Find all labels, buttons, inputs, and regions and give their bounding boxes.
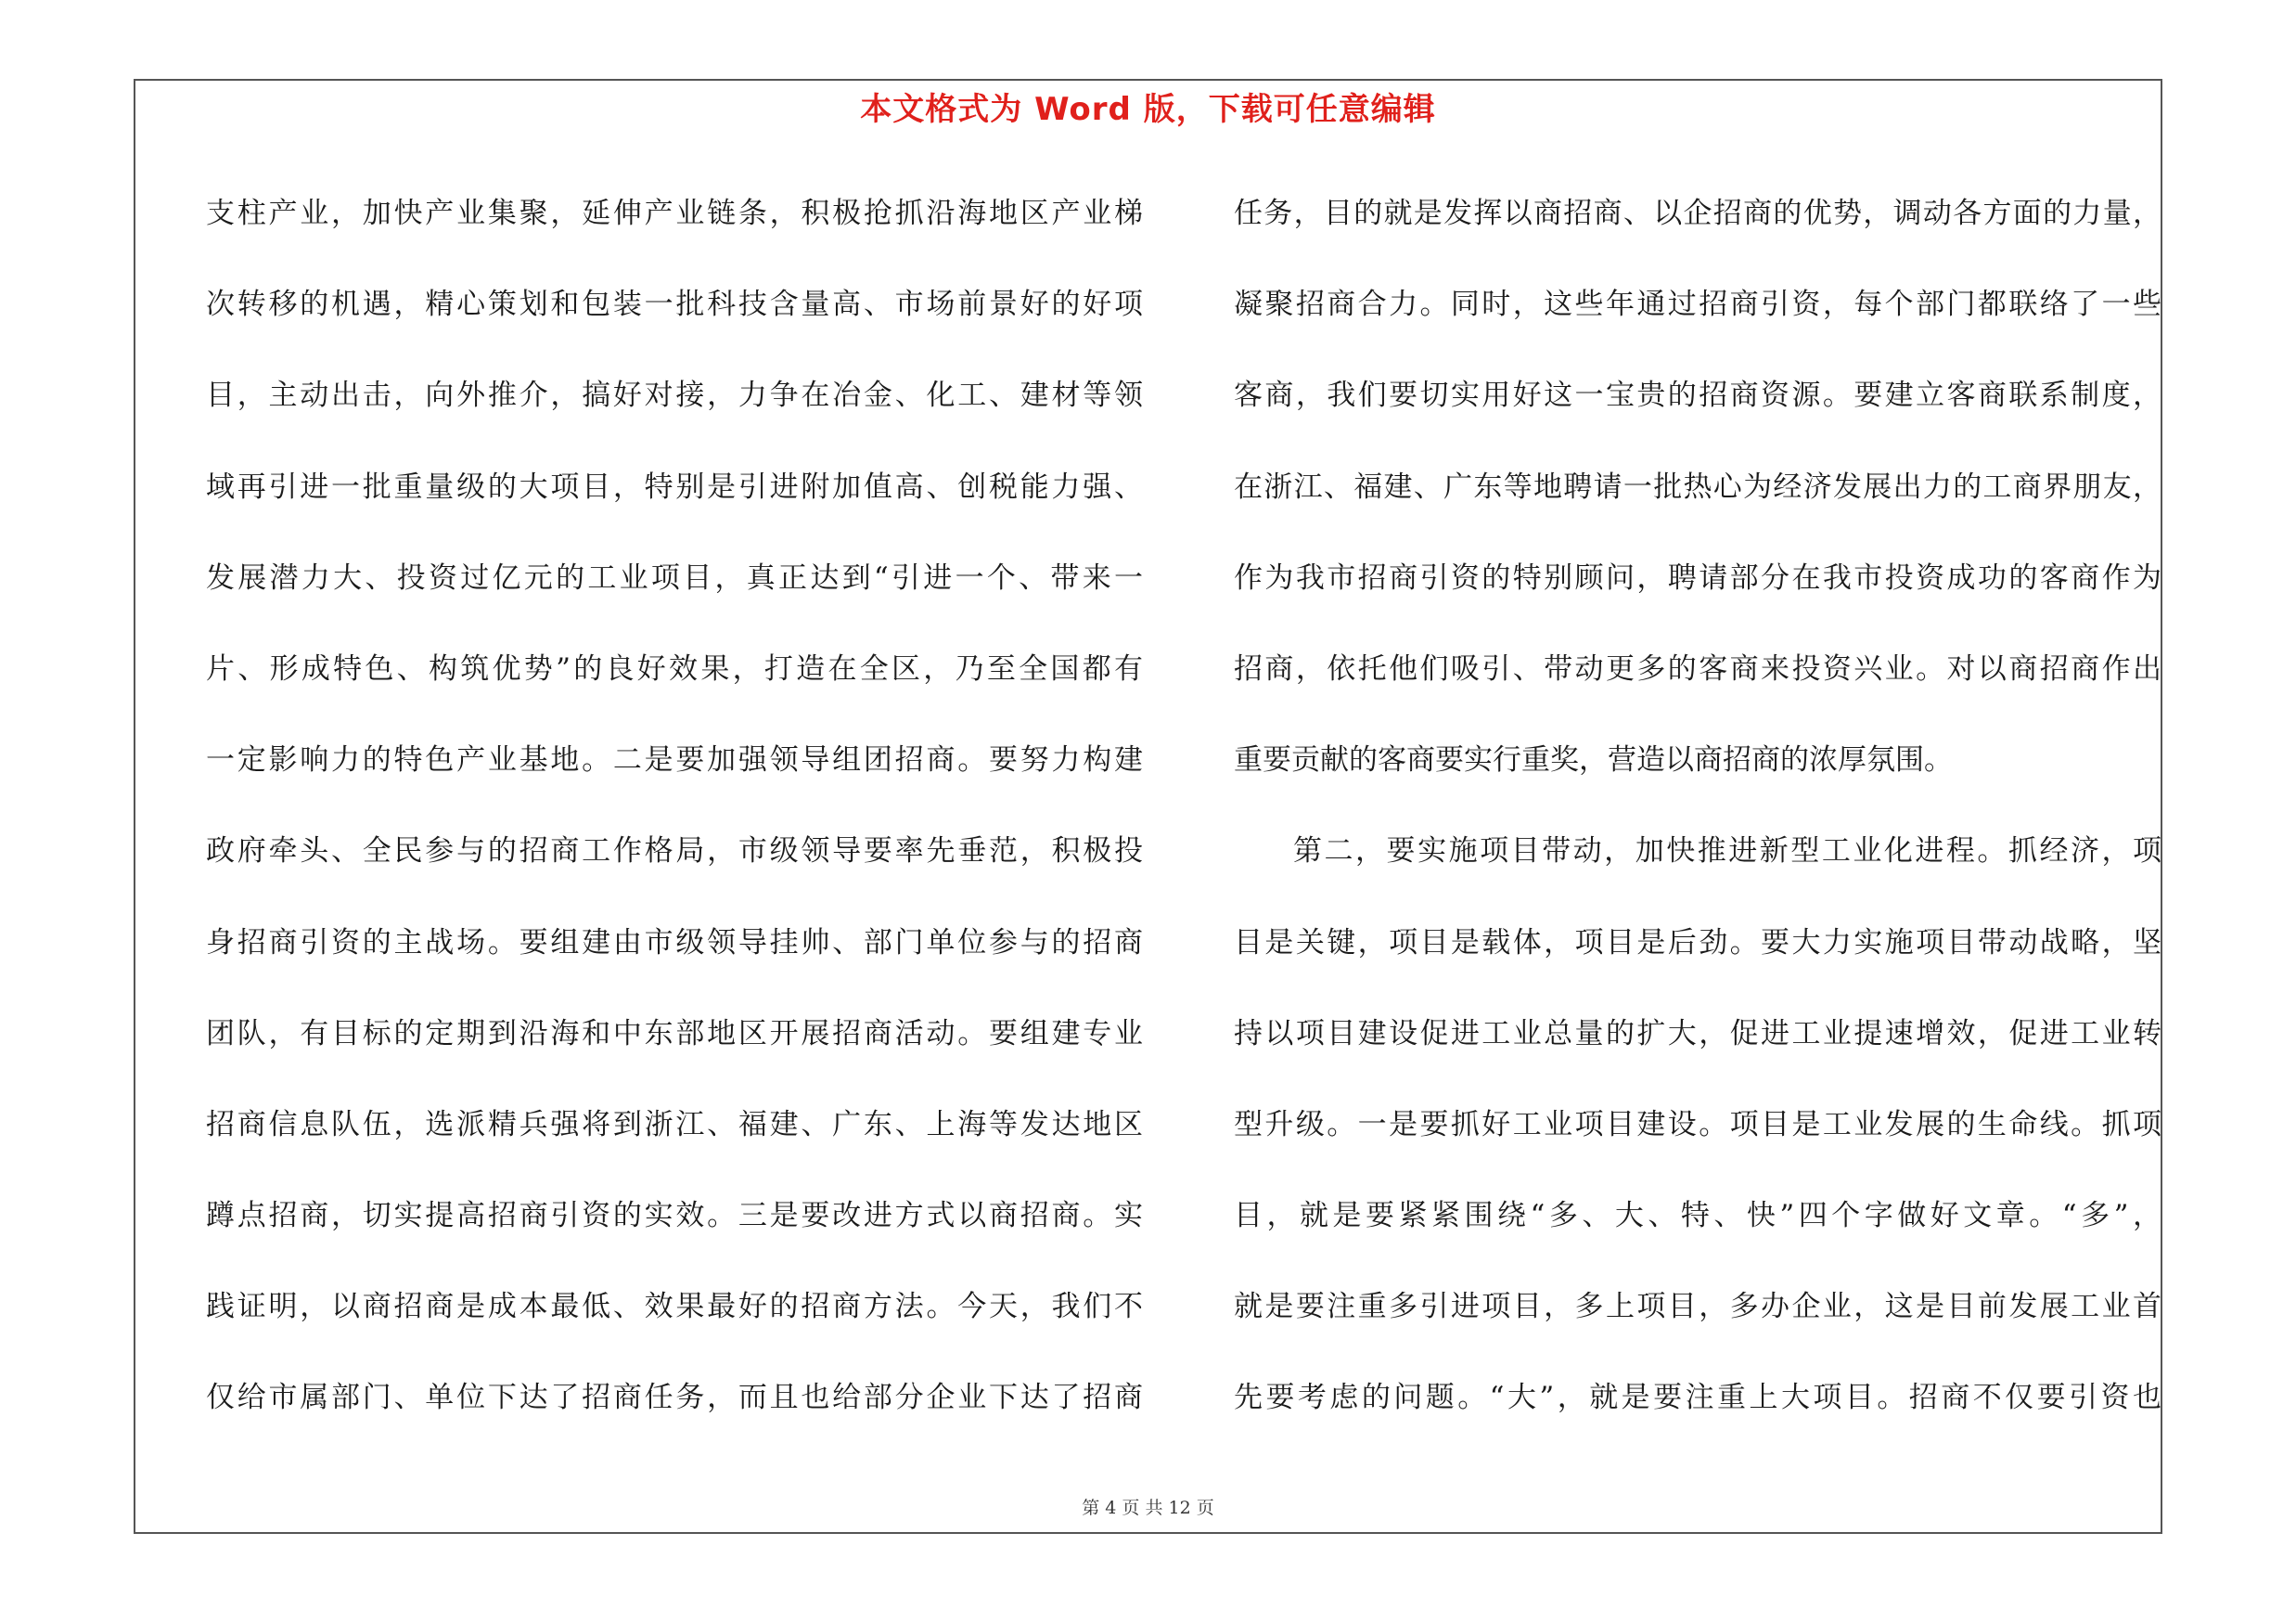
page-number: 第 4 页 共 12 页 [1082,1498,1214,1518]
paragraph-start-line: 第二，要实施项目带动，加快推进新型工业化进程。抓经济，项 [1293,834,2161,869]
text-line: 发展潜力大、投资过亿元的工业项目，真正达到“引进一个、带来一 [206,560,1143,595]
text-line: 就是要注重多引进项目，多上项目，多办企业，这是目前发展工业首 [1234,1290,2161,1324]
text-line: 型升级。一是要抓好工业项目建设。项目是工业发展的生命线。抓项 [1234,1107,2161,1141]
text-line: 先要考虑的问题。“大”，就是要注重上大项目。招商不仅要引资也 [1234,1381,2161,1415]
text-line: 任务，目的就是发挥以商招商、以企招商的优势，调动各方面的力量， [1234,197,2161,230]
text-line: 目是关键，项目是载体，项目是后劲。要大力实施项目带动战略，坚 [1234,925,2161,960]
text-line: 持以项目建设促进工业总量的扩大，促进工业提速增效，促进工业转 [1234,1016,2161,1050]
text-line: 域再引进一批重量级的大项目，特别是引进附加值高、创税能力强、 [206,470,1143,504]
text-line: 身招商引资的主战场。要组建由市级领导挂帅、部门单位参与的招商 [206,925,1143,960]
text-line: 招商，依托他们吸引、带动更多的客商来投资兴业。对以商招商作出 [1234,651,2161,686]
text-line: 仅给市属部门、单位下达了招商任务，而且也给部分企业下达了招商 [206,1381,1143,1415]
text-line: 政府牵头、全民参与的招商工作格局，市级领导要率先垂范，积极投 [206,834,1143,869]
text-line: 一定影响力的特色产业基地。二是要加强领导组团招商。要努力构建 [206,743,1143,778]
text-line: 目，主动出击，向外推介，搞好对接，力争在冶金、化工、建材等领 [206,379,1143,413]
text-line: 支柱产业，加快产业集聚，延伸产业链条，积极抢抓沿海地区产业梯 [206,197,1143,230]
text-line: 凝聚招商合力。同时，这些年通过招商引资，每个部门都联络了一些 [1234,288,2161,322]
text-line: 重要贡献的客商要实行重奖，营造以商招商的浓厚氛围。 [1234,743,1953,778]
text-line: 招商信息队伍，选派精兵强将到浙江、福建、广东、上海等发达地区 [206,1107,1143,1141]
text-line: 践证明，以商招商是成本最低、效果最好的招商方法。今天，我们不 [206,1290,1143,1324]
text-line: 团队，有目标的定期到沿海和中东部地区开展招商活动。要组建专业 [206,1016,1143,1050]
text-line: 客商，我们要切实用好这一宝贵的招商资源。要建立客商联系制度， [1234,379,2161,413]
text-line: 蹲点招商，切实提高招商引资的实效。三是要改进方式以商招商。实 [206,1199,1143,1233]
text-line: 次转移的机遇，精心策划和包装一批科技含量高、市场前景好的好项 [206,288,1143,322]
text-line: 目，就是要紧紧围绕“多、大、特、快”四个字做好文章。“多”， [1234,1199,2161,1233]
text-line: 作为我市招商引资的特别顾问，聘请部分在我市投资成功的客商作为 [1234,560,2161,595]
text-line: 在浙江、福建、广东等地聘请一批热心为经济发展出力的工商界朋友， [1234,470,2161,504]
left-column [206,180,1143,1456]
right-column [1234,180,2161,1456]
format-banner: 本文格式为 Word 版，下载可任意编辑 [860,91,1436,128]
text-line: 片、形成特色、构筑优势”的良好效果，打造在全区，乃至全国都有 [206,651,1143,686]
